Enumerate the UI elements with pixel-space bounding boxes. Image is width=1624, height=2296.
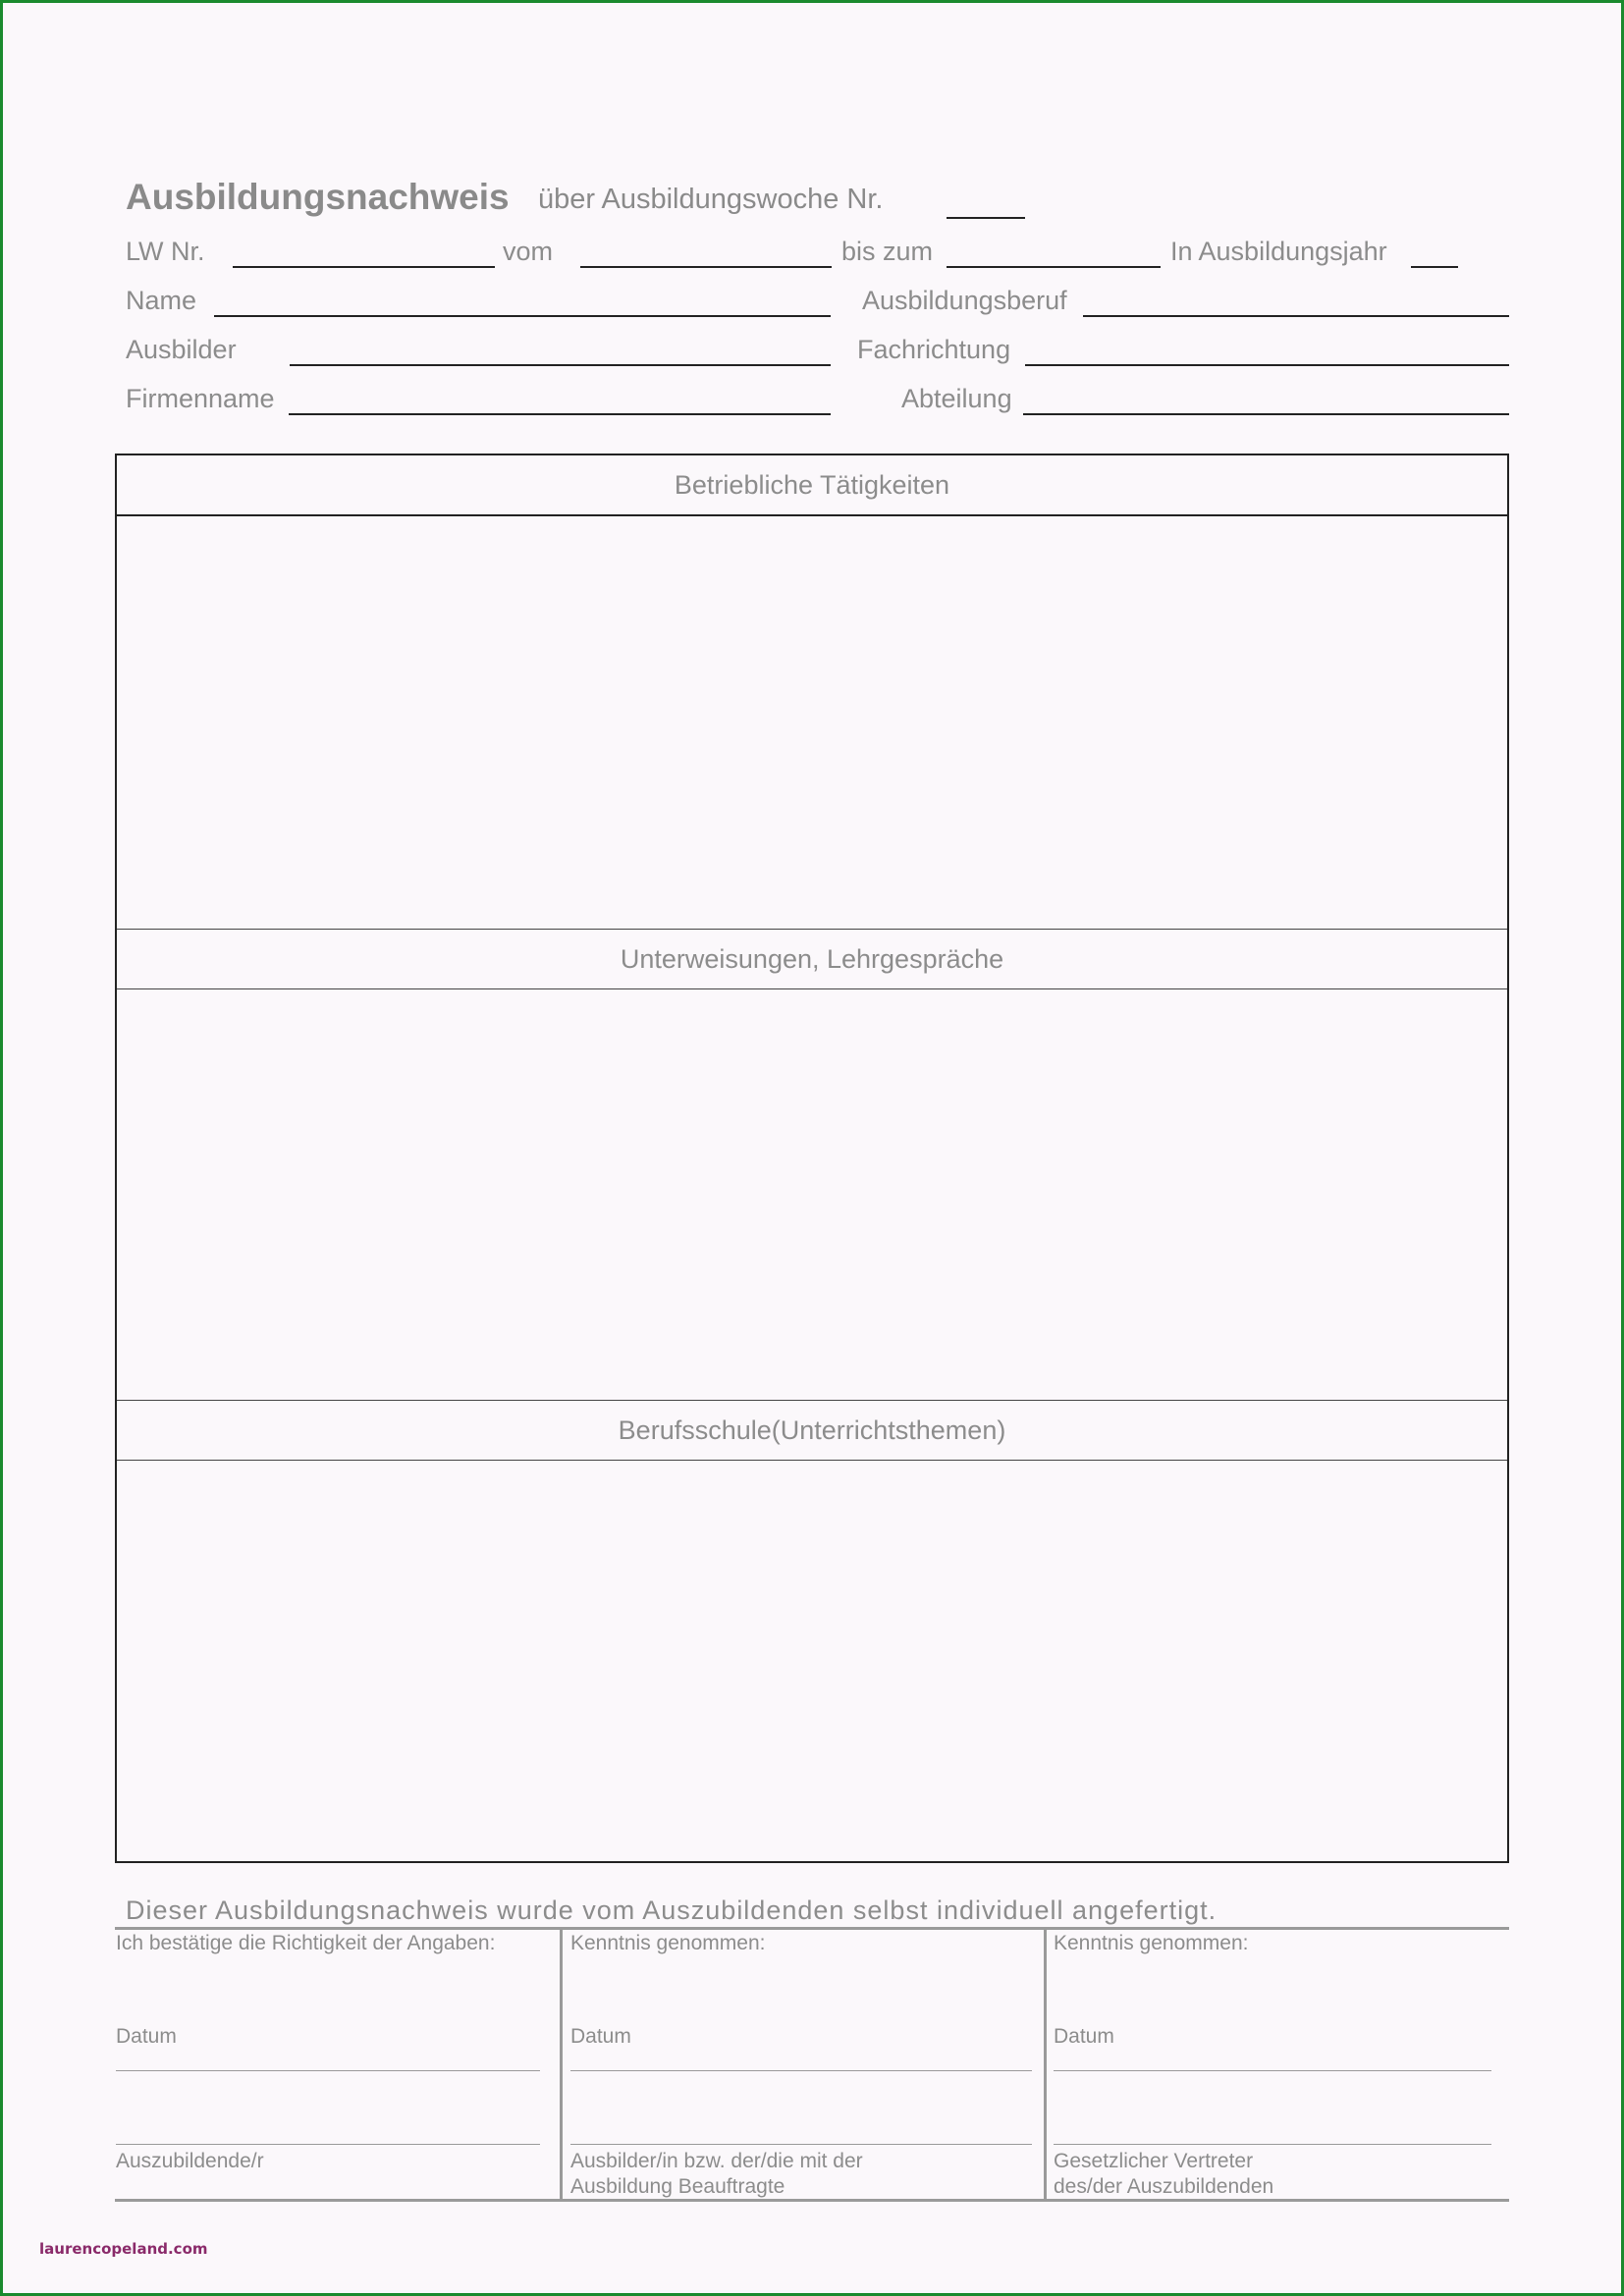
signature-column-divider bbox=[560, 1928, 563, 2200]
vom-field[interactable] bbox=[580, 266, 832, 268]
vom-label: vom bbox=[503, 237, 554, 266]
ausbilder-sign-label: Ausbilder/in bzw. der/die mit der bbox=[570, 2150, 863, 2172]
fachrichtung-field[interactable] bbox=[1025, 364, 1509, 366]
vertreter-signature-line[interactable] bbox=[1054, 2144, 1491, 2145]
lw-nr-field[interactable] bbox=[233, 266, 495, 268]
berufsschule-content-area[interactable] bbox=[117, 1461, 1507, 1861]
confirm-label: Ich bestätige die Richtigkeit der Angaben: bbox=[116, 1932, 496, 1954]
signature-top-rule bbox=[115, 1927, 1509, 1930]
kenntnis-label: Kenntnis genommen: bbox=[570, 1932, 766, 1954]
datum-signature-line[interactable] bbox=[116, 2070, 540, 2071]
signature-column-divider bbox=[1044, 1928, 1047, 2200]
abteilung-field[interactable] bbox=[1023, 413, 1509, 415]
ausbildungsberuf-field[interactable] bbox=[1083, 315, 1509, 317]
auszubildende-label: Auszubildende/r bbox=[116, 2150, 264, 2172]
lw-nr-label: LW Nr. bbox=[126, 237, 205, 266]
ausbilder-sign-label-2: Ausbildung Beauftragte bbox=[570, 2175, 785, 2198]
firmenname-field[interactable] bbox=[289, 413, 831, 415]
declaration-text: Dieser Ausbildungsnachweis wurde vom Auszubildenden selbst individuell angefertigt. bbox=[126, 1896, 1218, 1925]
firmenname-label: Firmenname bbox=[126, 384, 275, 413]
datum-signature-line[interactable] bbox=[1054, 2070, 1491, 2071]
ausbilder-label: Ausbilder bbox=[126, 335, 237, 364]
name-field[interactable] bbox=[214, 315, 831, 317]
bis-zum-field[interactable] bbox=[947, 266, 1161, 268]
datum-label: Datum bbox=[116, 2025, 177, 2048]
datum-label: Datum bbox=[570, 2025, 631, 2048]
name-label: Name bbox=[126, 286, 197, 315]
report-table bbox=[115, 454, 1509, 1863]
section-header-berufsschule: Berufsschule(Unterrichtsthemen) bbox=[618, 1415, 1006, 1445]
abteilung-label: Abteilung bbox=[901, 384, 1012, 413]
form-subtitle: über Ausbildungswoche Nr. bbox=[538, 184, 884, 215]
section-header-unterweisungen: Unterweisungen, Lehrgespräche bbox=[620, 943, 1004, 974]
section-header-betrieblich: Betriebliche Tätigkeiten bbox=[674, 469, 950, 500]
datum-signature-line[interactable] bbox=[570, 2070, 1032, 2071]
form-title: Ausbildungsnachweis bbox=[126, 177, 510, 217]
week-number-field[interactable] bbox=[947, 217, 1025, 219]
vertreter-label: Gesetzlicher Vertreter bbox=[1054, 2150, 1254, 2172]
fachrichtung-label: Fachrichtung bbox=[857, 335, 1011, 364]
auszubildende-signature-line[interactable] bbox=[116, 2144, 540, 2145]
ausbilder-field[interactable] bbox=[290, 364, 831, 366]
datum-label: Datum bbox=[1054, 2025, 1114, 2048]
vertreter-label-2: des/der Auszubildenden bbox=[1054, 2175, 1274, 2198]
unterweisungen-content-area[interactable] bbox=[117, 989, 1507, 1400]
bis-zum-label: bis zum bbox=[841, 237, 934, 266]
ausbildungsjahr-label: In Ausbildungsjahr bbox=[1170, 237, 1387, 266]
kenntnis-label: Kenntnis genommen: bbox=[1054, 1932, 1249, 1954]
ausbildungsberuf-label: Ausbildungsberuf bbox=[862, 286, 1067, 315]
ausbildungsjahr-field[interactable] bbox=[1411, 266, 1458, 268]
watermark: laurencopeland.com bbox=[39, 2240, 208, 2258]
signature-bottom-rule bbox=[115, 2199, 1509, 2202]
ausbilder-signature-line[interactable] bbox=[570, 2144, 1032, 2145]
betrieblich-content-area[interactable] bbox=[117, 516, 1507, 929]
